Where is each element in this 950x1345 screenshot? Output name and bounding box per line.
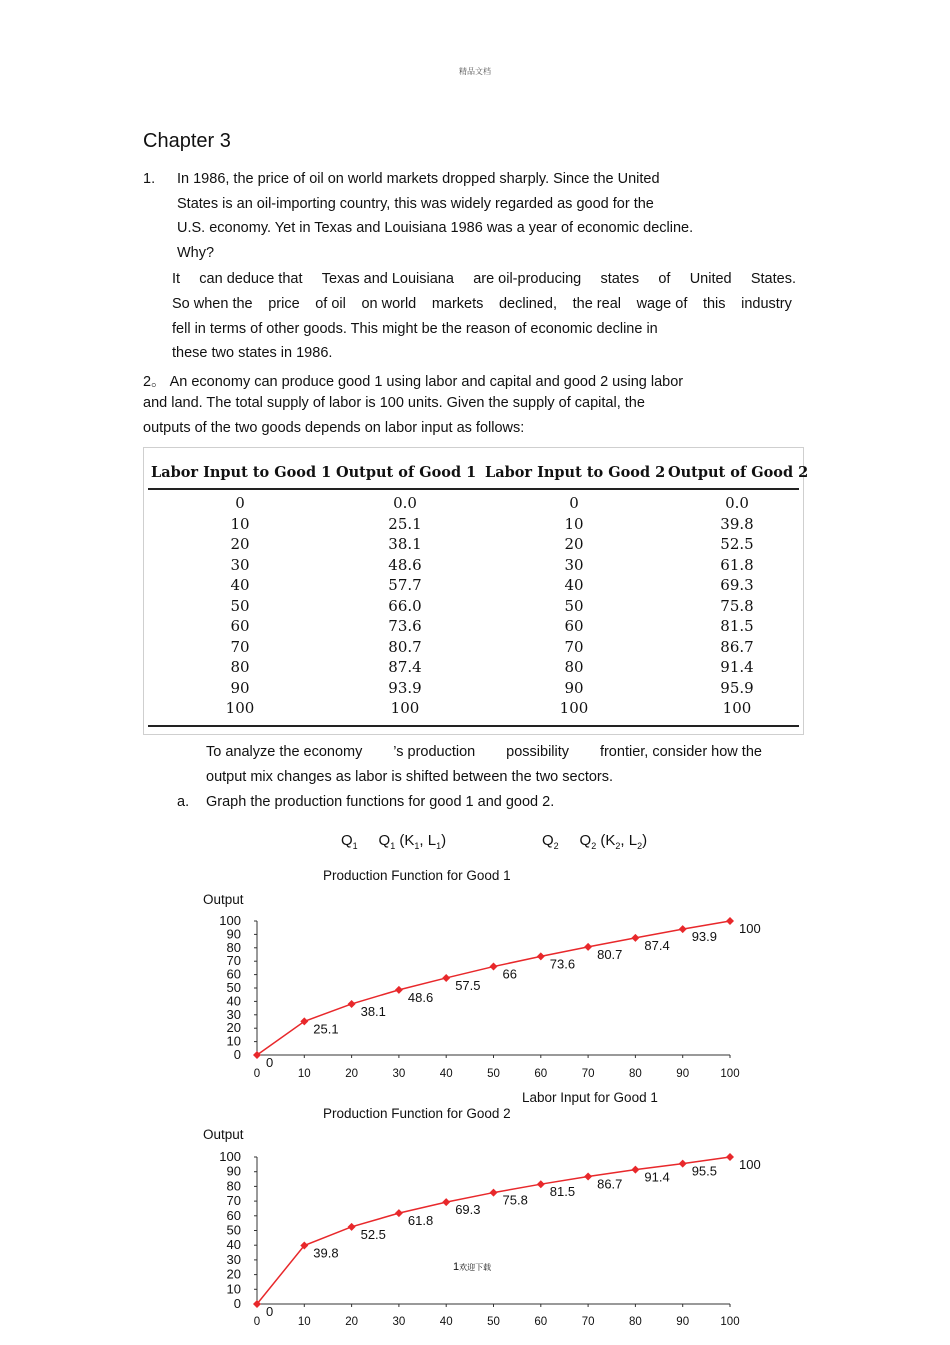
x-tick-label: 60 xyxy=(534,1068,548,1080)
data-point xyxy=(490,963,498,971)
y-tick-label: 10 xyxy=(226,1281,241,1297)
formula-good2: $Q_2$ $Q_2$ ($K_2$, $L_2$) xyxy=(542,832,648,851)
page-footer xyxy=(453,1261,491,1273)
x-tick-label: 10 xyxy=(297,1068,311,1080)
analysis-word: To analyze the economy xyxy=(206,744,363,760)
data-point xyxy=(442,1198,450,1206)
data-label: 61.8 xyxy=(407,1213,434,1229)
y-tick-label: 90 xyxy=(226,926,241,942)
answer-word: Texas and Louisiana xyxy=(321,271,454,287)
q1-line: U.S. economy. Yet in Texas and Louisiana 1986 was a year of economic decline. xyxy=(177,220,694,236)
q2-line: 2。 An economy can produce good 1 using labor and capital and good 2 using labor xyxy=(143,374,684,390)
y-tick-label: 60 xyxy=(226,966,241,982)
data-point xyxy=(490,1189,498,1197)
q1-number: 1. xyxy=(143,171,156,187)
data-point xyxy=(631,1166,639,1174)
answer-word: of oil xyxy=(315,296,346,312)
y-tick-label: 80 xyxy=(226,939,241,955)
answer-word: wage of xyxy=(636,296,688,312)
table-cell: 80.7 xyxy=(388,637,422,656)
table-cell: 30 xyxy=(230,555,250,574)
header-watermark: 精品文档 xyxy=(459,67,491,76)
analysis-line: output mix changes as labor is shifted between the two sectors. xyxy=(206,769,614,785)
y-tick-label: 70 xyxy=(226,953,241,969)
y-tick-label: 70 xyxy=(226,1193,241,1209)
y-tick-label: 20 xyxy=(226,1020,241,1036)
table-header: Output of Good 2 xyxy=(668,464,809,481)
data-label: 66 xyxy=(502,966,517,982)
table-header: Output of Good 1 xyxy=(336,464,477,481)
data-point xyxy=(442,974,450,982)
table-cell: 87.4 xyxy=(388,658,422,676)
data-point xyxy=(348,1000,356,1008)
x-tick-label: 50 xyxy=(487,1068,500,1080)
data-point xyxy=(395,986,403,994)
item-label: a. xyxy=(177,794,190,810)
table-cell: 20 xyxy=(564,535,584,553)
data-label: 25.1 xyxy=(313,1021,339,1037)
data-label: 93.9 xyxy=(691,929,718,945)
x-tick-label: 40 xyxy=(439,1316,453,1328)
x-tick-label: 20 xyxy=(345,1068,358,1080)
chart2-ylabel: Output xyxy=(203,1127,244,1142)
table-cell: 70 xyxy=(564,637,584,656)
chapter-title: Chapter 3 xyxy=(143,130,231,152)
table-cell: 39.8 xyxy=(720,514,754,533)
chart2-title: Production Function for Good 2 xyxy=(323,1106,511,1121)
formula-sub: 1 xyxy=(352,841,358,851)
table-cell: 52.5 xyxy=(720,535,754,553)
x-tick-label: 0 xyxy=(253,1316,261,1328)
data-point xyxy=(395,1209,403,1217)
data-label: 0 xyxy=(266,1055,274,1070)
table-cell: 40 xyxy=(230,576,250,594)
y-tick-label: 0 xyxy=(233,1296,241,1311)
y-tick-label: 80 xyxy=(226,1178,241,1194)
table-cell: 48.6 xyxy=(388,555,422,574)
data-label: 100 xyxy=(739,921,761,936)
x-tick-label: 90 xyxy=(676,1068,690,1080)
table-cell: 95.9 xyxy=(720,678,754,697)
formula-sub: 2 xyxy=(553,841,559,851)
analysis-word: ’s production xyxy=(393,744,476,760)
x-tick-label: 50 xyxy=(487,1316,500,1328)
table-cell: 40 xyxy=(564,576,584,594)
table-cell: 66.0 xyxy=(388,596,422,615)
x-tick-label: 100 xyxy=(720,1068,740,1080)
data-label: 69.3 xyxy=(455,1202,481,1218)
table-cell: 50 xyxy=(230,596,250,615)
analysis-word: frontier, consider how the xyxy=(599,744,762,760)
x-tick-label: 70 xyxy=(581,1068,595,1080)
answer-word: this xyxy=(702,296,726,312)
answer-word: can deduce that xyxy=(199,271,303,287)
y-tick-label: 100 xyxy=(219,913,241,928)
x-tick-label: 30 xyxy=(392,1316,406,1328)
x-tick-label: 80 xyxy=(629,1068,642,1080)
answer-word: are oil-producing xyxy=(473,271,582,287)
data-label: 57.5 xyxy=(455,977,481,993)
table-cell: 73.6 xyxy=(388,617,422,635)
table-cell: 57.7 xyxy=(388,576,422,594)
answer-word: of xyxy=(658,271,671,287)
y-tick-label: 30 xyxy=(226,1006,241,1022)
data-point xyxy=(537,952,545,960)
table-cell: 25.1 xyxy=(388,514,422,533)
x-tick-label: 80 xyxy=(629,1316,642,1328)
chart2-production-good2 xyxy=(195,1142,765,1334)
answer-word: It xyxy=(172,271,181,287)
x-tick-label: 30 xyxy=(392,1068,406,1080)
x-tick-label: 40 xyxy=(439,1068,453,1080)
data-label: 100 xyxy=(739,1157,761,1172)
data-label: 81.5 xyxy=(549,1184,576,1200)
y-tick-label: 50 xyxy=(226,1222,241,1238)
table-cell: 0.0 xyxy=(725,494,749,512)
data-label: 91.4 xyxy=(644,1169,670,1185)
formula-l: L xyxy=(427,832,437,849)
x-tick-label: 100 xyxy=(720,1316,740,1328)
q2-line: outputs of the two goods depends on labor input as follows: xyxy=(143,420,525,436)
analysis-word: possibility xyxy=(506,744,570,760)
data-label: 87.4 xyxy=(644,937,670,953)
table-cell: 75.8 xyxy=(720,596,754,615)
table-header: Labor Input to Good 1 xyxy=(151,464,332,481)
y-tick-label: 0 xyxy=(233,1047,241,1062)
labor-output-table xyxy=(143,447,809,735)
formula-good1: $Q_1$ $Q_1$ ($K_1$, $L_1$) xyxy=(341,832,447,851)
data-point xyxy=(631,934,639,942)
formula-l: L xyxy=(628,832,638,849)
table-cell: 61.8 xyxy=(720,555,754,574)
q1-answer-line xyxy=(172,296,792,312)
q1-line: Why? xyxy=(177,245,215,261)
data-label: 0 xyxy=(266,1304,274,1319)
formula-q: Q xyxy=(341,832,353,849)
formula-sub: 2 xyxy=(615,841,621,851)
data-label: 38.1 xyxy=(360,1003,386,1019)
answer-word: price xyxy=(268,296,300,312)
answer-word: United xyxy=(689,271,732,287)
data-point xyxy=(726,917,734,925)
y-tick-label: 60 xyxy=(226,1207,241,1223)
y-tick-label: 40 xyxy=(226,993,241,1009)
table-cell: 100 xyxy=(390,699,420,717)
table-cell: 20 xyxy=(230,535,250,553)
table-cell: 100 xyxy=(559,699,589,717)
formula-sub: 1 xyxy=(414,841,420,851)
item-text: Graph the production functions for good 1 and good 2. xyxy=(206,794,555,810)
table-cell: 80 xyxy=(230,658,250,676)
q1-answer-line xyxy=(172,271,796,287)
data-point xyxy=(584,1173,592,1181)
table-cell: 30 xyxy=(564,555,584,574)
answer-word: markets xyxy=(431,296,484,312)
x-tick-label: 90 xyxy=(676,1316,690,1328)
table-header: Labor Input to Good 2 xyxy=(485,464,666,481)
q1-line: In 1986, the price of oil on world markets dropped sharply. Since the United xyxy=(177,171,660,187)
q1-line: States is an oil-importing country, this was widely regarded as good for the xyxy=(177,196,654,212)
chart1-ylabel: Output xyxy=(203,892,244,907)
x-tick-label: 10 xyxy=(297,1316,311,1328)
table-cell: 10 xyxy=(230,514,250,533)
formula-sub: 2 xyxy=(591,841,597,851)
page-number: 1 xyxy=(453,1261,460,1273)
data-label: 73.6 xyxy=(549,956,576,972)
y-tick-label: 40 xyxy=(226,1237,241,1253)
x-tick-label: 0 xyxy=(253,1068,261,1080)
table-cell: 0.0 xyxy=(393,494,417,512)
y-tick-label: 30 xyxy=(226,1251,241,1267)
answer-word: declined, xyxy=(498,296,558,312)
answer-word: on world xyxy=(361,296,417,312)
table-cell: 100 xyxy=(225,699,255,717)
data-point xyxy=(726,1153,734,1161)
data-label: 48.6 xyxy=(407,989,434,1005)
formula-k: K xyxy=(605,832,616,849)
footer-text: 欢迎下载 xyxy=(459,1263,492,1272)
data-label: 75.8 xyxy=(502,1192,528,1208)
y-tick-label: 10 xyxy=(226,1033,241,1049)
table-cell: 60 xyxy=(230,617,250,635)
data-label: 95.5 xyxy=(691,1163,718,1179)
answer-word: the real xyxy=(572,296,621,312)
table-rule-top xyxy=(148,488,799,490)
data-point xyxy=(679,1160,687,1168)
formula-k: K xyxy=(404,832,415,849)
table-cell: 69.3 xyxy=(720,576,754,594)
chart1-production-good1 xyxy=(195,905,765,1085)
data-label: 80.7 xyxy=(597,946,623,962)
x-tick-label: 60 xyxy=(534,1316,548,1328)
table-cell: 90 xyxy=(564,678,584,697)
answer-word: So when the xyxy=(172,296,253,312)
q1-answer-line: these two states in 1986. xyxy=(172,345,333,361)
data-label: 86.7 xyxy=(597,1176,623,1192)
y-tick-label: 100 xyxy=(219,1149,241,1164)
q1-answer-line: fell in terms of other goods. This might be the reason of economic decline in xyxy=(172,321,658,337)
table-cell: 91.4 xyxy=(720,658,754,676)
answer-word: States. xyxy=(750,271,796,287)
y-tick-label: 20 xyxy=(226,1266,241,1282)
x-tick-label: 70 xyxy=(581,1316,595,1328)
table-cell: 81.5 xyxy=(720,617,754,635)
answer-word: industry xyxy=(741,296,792,312)
table-cell: 0 xyxy=(235,494,245,512)
analysis-line xyxy=(206,744,762,760)
chart1-xlabel: Labor Input for Good 1 xyxy=(522,1090,658,1105)
table-cell: 86.7 xyxy=(720,637,754,656)
table-rule-bottom xyxy=(148,725,799,727)
y-tick-label: 90 xyxy=(226,1163,241,1179)
answer-word: states xyxy=(600,271,640,287)
data-point xyxy=(584,943,592,951)
table-cell: 100 xyxy=(722,699,752,717)
table-cell: 70 xyxy=(230,637,250,656)
table-cell: 60 xyxy=(564,617,584,635)
data-point xyxy=(679,925,687,933)
formula-sub: 2 xyxy=(637,841,643,851)
data-point xyxy=(348,1223,356,1231)
q2-line: and land. The total supply of labor is 100 units. Given the supply of capital, the xyxy=(143,395,645,411)
chart1-title: Production Function for Good 1 xyxy=(323,868,511,883)
table-cell: 90 xyxy=(230,678,250,697)
table-cell: 0 xyxy=(569,494,579,512)
table-cell: 80 xyxy=(564,658,584,676)
y-tick-label: 50 xyxy=(226,980,241,995)
formula-q: Q xyxy=(579,832,592,849)
data-label: 39.8 xyxy=(313,1245,339,1261)
x-tick-label: 20 xyxy=(345,1316,358,1328)
table-cell: 93.9 xyxy=(388,678,422,697)
formula-sub: 1 xyxy=(436,841,442,851)
table-cell: 10 xyxy=(564,514,584,533)
formula-q: Q xyxy=(542,832,554,849)
table-cell: 38.1 xyxy=(388,535,422,553)
data-point xyxy=(537,1180,545,1188)
data-label: 52.5 xyxy=(360,1226,386,1242)
formula-q: Q xyxy=(378,832,391,849)
table-cell: 50 xyxy=(564,596,584,615)
formula-sub: 1 xyxy=(390,841,396,851)
